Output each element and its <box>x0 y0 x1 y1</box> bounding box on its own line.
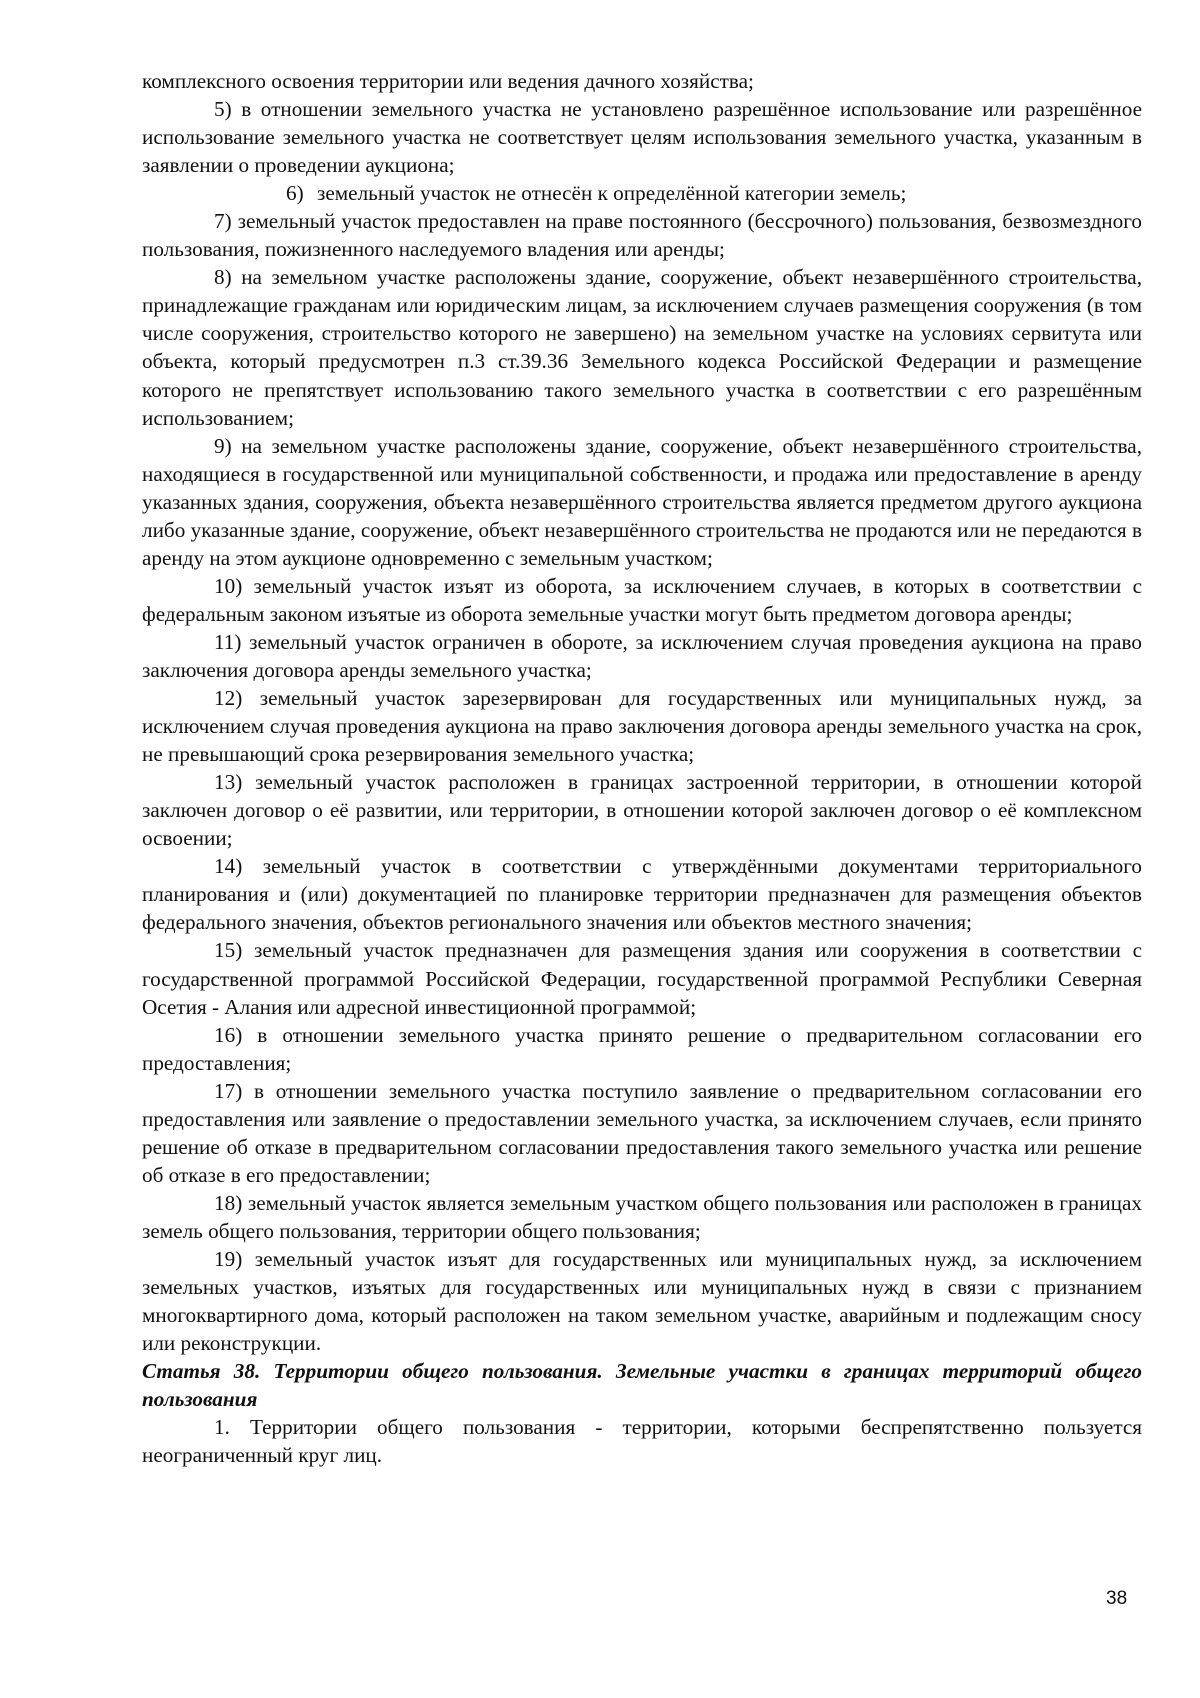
list-item-6 <box>142 179 1142 207</box>
list-item-5: 5) в отношении земельного участка не установлено разрешённое использование или разрешённое использование земельного участка не соответствует целям использования земельного участка, указанным в заявлении о проведении аукциона; <box>142 97 1142 178</box>
list-item-17: 17) в отношении земельного участка поступило заявление о предварительном согласовании его предоставления или заявление о предоставлении земельного участка, за исключением случаев, если принято решение об отказе в предварительном согласовании предоставления такого земельного участка или решение об отказе в его предоставлении; <box>142 1078 1142 1187</box>
document-body <box>142 67 1142 1469</box>
list-item-9: 9) на земельном участке расположены здание, сооружение, объект незавершённого строительства, находящиеся в государственной или муниципальной собственности, и продажа или предоставление в аренду указанных здания, сооружения, объекта незавершённого строительства является предметом другого аукциона либо указанные здание, сооружение, объект незавершённого строительства не продаются или не передаются в аренду на этом аукционе одновременно с земельным участком; <box>142 433 1142 570</box>
list-item-18: 18) земельный участок является земельным участком общего пользования или расположен в границах земель общего пользования, территории общего пользования; <box>142 1190 1142 1243</box>
list-number: 6) <box>286 181 304 206</box>
list-item-7: 7) земельный участок предоставлен на праве постоянного (бессрочного) пользования, безвозмездного пользования, пожизненного наследуемого владения или аренды; <box>142 209 1142 262</box>
list-item-8: 8) на земельном участке расположены здание, сооружение, объект незавершённого строительства, принадлежащие гражданам или юридическим лицам, за исключением случаев размещения сооружения (в том числе сооружения, строительство которого не завершено) на земельном участке на условиях сервитута или объекта, который предусмотрен п.3 ст.39.36 Земельного кодекса Российской Федерации и размещение которого не препятствует использованию такого земельного участка в соответствии с его разрешённым использованием; <box>142 265 1142 430</box>
list-item-14: 14) земельный участок в соответствии с утверждёнными документами территориального планирования и (или) документацией по планировке территории предназначен для размещения объектов федерального значения, объектов регионального значения или объектов местного значения; <box>142 854 1142 935</box>
list-item-13: 13) земельный участок расположен в границах застроенной территории, в отношении которой заключен договор о её развитии, или территории, в отношении которой заключен договор о её комплексном освоении; <box>142 770 1142 851</box>
list-item-19: 19) земельный участок изъят для государственных или муниципальных нужд, за исключением земельных участков, изъятых для государственных или муниципальных нужд в связи с признанием многоквартирного дома, который расположен на таком земельном участке, аварийным и подлежащим сносу или реконструкции. <box>142 1246 1142 1356</box>
article-paragraph-1: 1. Территории общего пользования - территории, которыми беспрепятственно пользуется неограниченный круг лиц. <box>142 1415 1142 1468</box>
list-text: земельный участок не отнесён к определённой категории земель; <box>317 181 907 206</box>
list-item-10: 10) земельный участок изъят из оборота, за исключением случаев, в которых в соответствии с федеральным законом изъятые из оборота земельные участки могут быть предметом договора аренды; <box>142 573 1142 626</box>
list-item-11: 11) земельный участок ограничен в обороте, за исключением случая проведения аукциона на право заключения договора аренды земельного участка; <box>142 629 1142 682</box>
list-item-12: 12) земельный участок зарезервирован для государственных или муниципальных нужд, за исключением случая проведения аукциона на право заключения договора аренды земельного участка на срок, не превышающий срока резервирования земельного участка; <box>142 686 1142 767</box>
article-heading: Статья 38. Территории общего пользования. Земельные участки в границах территорий общего пользования <box>142 1359 1142 1412</box>
list-item-15: 15) земельный участок предназначен для размещения здания или сооружения в соответствии с государственной программой Российской Федерации, государственной программой Республики Северная Осетия - Алания или адресной инвестиционной программой; <box>142 938 1142 1019</box>
list-item-16: 16) в отношении земельного участка принято решение о предварительном согласовании его предоставления; <box>142 1022 1142 1075</box>
paragraph-continuation: комплексного освоения территории или ведения дачного хозяйства; <box>142 69 754 93</box>
page-number: 38 <box>1106 1588 1128 1609</box>
